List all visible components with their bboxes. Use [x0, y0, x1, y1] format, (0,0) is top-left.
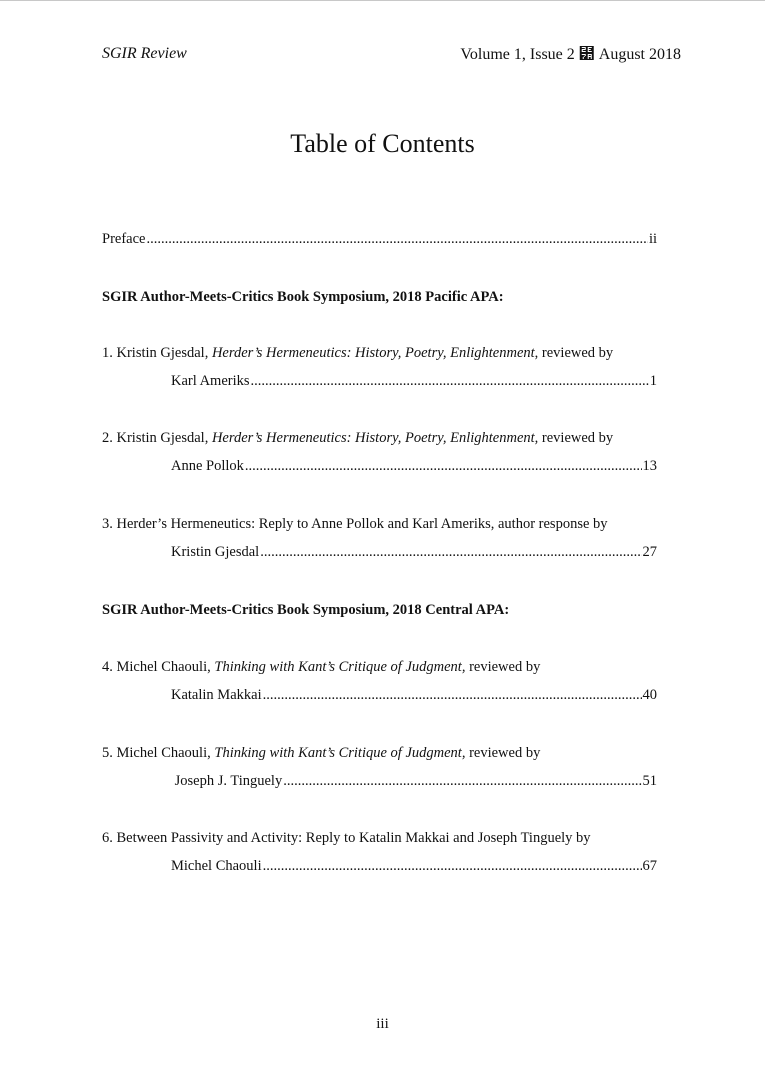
preface-page: ii	[648, 231, 657, 247]
leader-dots	[263, 856, 642, 876]
entry-author: 6. Between Passivity and Activity: Reply to Katalin Makkai and Joseph Tinguely by	[102, 830, 591, 846]
toc-entry-6-line	[102, 828, 591, 848]
toc-entry-6-row[interactable]	[171, 856, 657, 876]
entry-reviewer: Michel Chaouli	[171, 858, 262, 874]
toc-entry-4-line	[102, 657, 540, 677]
leader-dots	[260, 542, 641, 562]
leader-dots	[283, 771, 641, 791]
entry-book-title: Thinking with Kant’s Critique of Judgment,	[214, 745, 466, 761]
journal-name: SGIR Review	[102, 45, 187, 62]
issue-info: Volume 1, Issue 2 ⹺ August 2018	[460, 46, 681, 63]
page-number: iii	[376, 1016, 389, 1032]
entry-reviewer: Kristin Gjesdal	[171, 544, 260, 560]
toc-preface-row[interactable]	[102, 229, 657, 249]
entry-book-title: Herder’s Hermeneutics: History, Poetry, Enlightenment,	[211, 430, 539, 446]
toc-entry-2-row[interactable]	[171, 456, 657, 476]
entry-suffix: reviewed by	[538, 430, 614, 446]
entry-reviewer: Joseph J. Tinguely	[171, 773, 283, 789]
section-heading-pacific: SGIR Author-Meets-Critics Book Symposium, 2018 Pacific APA:	[102, 289, 504, 305]
page-title: Table of Contents	[290, 129, 475, 158]
entry-book-title: Herder’s Hermeneutics: History, Poetry, Enlightenment	[211, 345, 535, 361]
entry-author: 1. Kristin Gjesdal,	[102, 345, 212, 361]
entry-reviewer: Anne Pollok	[171, 458, 244, 474]
entry-author: 4. Michel Chaouli,	[102, 659, 215, 675]
entry-author: 2. Kristin Gjesdal,	[102, 430, 212, 446]
entry-page: 51	[642, 773, 657, 789]
top-border	[0, 0, 765, 1]
toc-entry-5-row[interactable]	[171, 771, 657, 791]
entry-suffix: reviewed by	[465, 659, 541, 675]
leader-dots	[251, 371, 649, 391]
leader-dots	[146, 229, 647, 249]
entry-page: 40	[642, 687, 657, 703]
toc-entry-3-row[interactable]	[171, 542, 657, 562]
toc-entry-3-line	[102, 514, 608, 534]
toc-entry-2-line	[102, 428, 613, 448]
entry-book-title: Thinking with Kant’s Critique of Judgment,	[214, 659, 466, 675]
entry-page: 13	[642, 458, 657, 474]
entry-reviewer: Karl Ameriks	[171, 373, 250, 389]
toc-entry-5-line	[102, 743, 540, 763]
leader-dots	[263, 685, 642, 705]
leader-dots	[245, 456, 642, 476]
entry-author: 5. Michel Chaouli,	[102, 745, 215, 761]
entry-suffix: , reviewed by	[534, 345, 614, 361]
toc-entry-4-row[interactable]	[171, 685, 657, 705]
section-heading-central: SGIR Author-Meets-Critics Book Symposium, 2018 Central APA:	[102, 602, 510, 618]
entry-suffix: reviewed by	[465, 745, 541, 761]
toc-entry-1-line	[102, 343, 613, 363]
entry-author: 3. Herder’s Hermeneutics: Reply to Anne Pollok and Karl Ameriks, author response by	[102, 516, 608, 532]
entry-page: 1	[649, 373, 657, 389]
preface-label: Preface	[102, 231, 146, 247]
toc-entry-1-row[interactable]	[171, 371, 657, 391]
entry-page: 67	[642, 858, 657, 874]
entry-reviewer: Katalin Makkai	[171, 687, 262, 703]
entry-page: 27	[642, 544, 657, 560]
